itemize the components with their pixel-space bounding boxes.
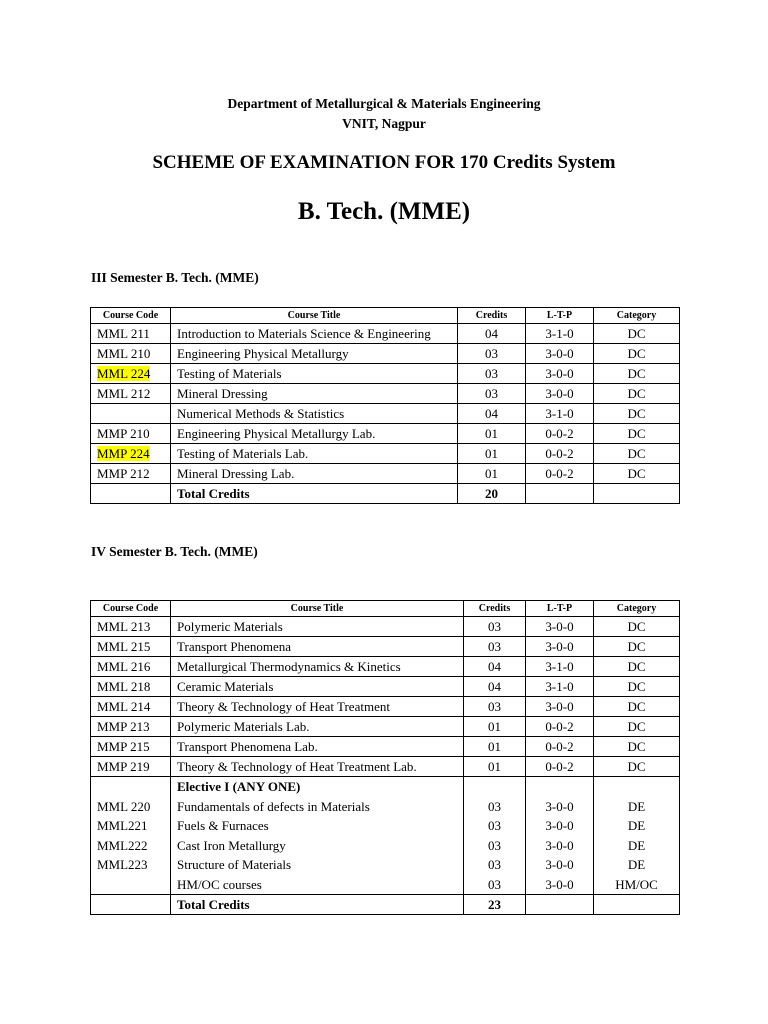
course-credits: 01 <box>464 717 526 737</box>
course-category: DC <box>594 424 680 444</box>
total-empty-cell <box>526 895 594 915</box>
course-ltp: 0-0-2 <box>526 444 594 464</box>
total-row <box>91 895 680 915</box>
course-title: Engineering Physical Metallurgy Lab. <box>171 424 458 444</box>
course-code: MML 210 <box>91 344 171 364</box>
course-credits: 03 <box>458 364 526 384</box>
elective-categories <box>594 777 680 895</box>
table-row <box>91 697 680 717</box>
course-code-highlighted <box>91 364 171 384</box>
elective-ltp: 3-0-0 <box>545 857 574 872</box>
table-row <box>91 757 680 777</box>
elective-ltp: 3-0-0 <box>545 798 574 814</box>
course-credits: 04 <box>464 657 526 677</box>
col-header-title: Course Title <box>171 601 464 617</box>
course-category: DC <box>594 384 680 404</box>
col-header-credits: Credits <box>458 308 526 324</box>
table-row <box>91 424 680 444</box>
course-category: DC <box>594 324 680 344</box>
table-row <box>91 637 680 657</box>
institute-name: VNIT, Nagpur <box>342 116 426 131</box>
course-title: Mineral Dressing Lab. <box>171 464 458 484</box>
course-code: MMP 215 <box>91 737 171 757</box>
col-header-credits: Credits <box>464 601 526 617</box>
total-empty-cell <box>91 895 171 915</box>
elective-ltp: 3-0-0 <box>545 837 574 853</box>
elective-heading: Elective I (ANY ONE) <box>177 779 301 794</box>
course-category: DC <box>594 404 680 424</box>
elective-spacer <box>470 777 519 797</box>
course-credits: 01 <box>458 444 526 464</box>
course-category: DC <box>594 757 680 777</box>
total-empty-cell <box>526 484 594 504</box>
total-credits: 20 <box>458 484 526 504</box>
elective-title: HM/OC courses <box>177 876 262 892</box>
course-category: DC <box>594 697 680 717</box>
course-title: Polymeric Materials <box>171 617 464 637</box>
course-ltp: 0-0-2 <box>526 717 594 737</box>
course-title: Polymeric Materials Lab. <box>171 717 464 737</box>
course-code: MML 213 <box>91 617 171 637</box>
table-row <box>91 657 680 677</box>
table-row <box>91 717 680 737</box>
elective-code: MML222 <box>97 837 148 853</box>
course-code: MML 211 <box>91 324 171 344</box>
course-credits: 04 <box>458 404 526 424</box>
course-credits: 03 <box>464 617 526 637</box>
table-header-row <box>91 308 680 324</box>
course-ltp: 0-0-2 <box>526 737 594 757</box>
course-category: DC <box>594 657 680 677</box>
elective-category: DE <box>627 857 646 872</box>
department-name: Department of Metallurgical & Materials Engineering <box>227 96 541 111</box>
course-category: DC <box>594 637 680 657</box>
table-row <box>91 384 680 404</box>
course-ltp: 3-1-0 <box>526 657 594 677</box>
elective-title: Fuels & Furnaces <box>177 818 269 833</box>
highlight-mark: MMP 224 <box>97 446 150 461</box>
course-category: DC <box>594 464 680 484</box>
course-ltp: 0-0-2 <box>526 424 594 444</box>
col-header-code: Course Code <box>91 601 171 617</box>
elective-category: DE <box>627 837 646 853</box>
course-category: DC <box>594 344 680 364</box>
total-credits: 23 <box>464 895 526 915</box>
course-ltp: 0-0-2 <box>526 464 594 484</box>
total-empty-cell <box>594 895 680 915</box>
elective-category: DE <box>627 798 646 814</box>
elective-credit: 03 <box>488 837 501 853</box>
elective-credit: 03 <box>488 857 501 872</box>
course-credits: 04 <box>458 324 526 344</box>
course-title: Ceramic Materials <box>171 677 464 697</box>
course-ltp: 3-0-0 <box>526 384 594 404</box>
course-code: MMP 210 <box>91 424 171 444</box>
elective-credits <box>464 777 526 895</box>
elective-spacer <box>97 777 164 797</box>
course-category: DC <box>594 444 680 464</box>
course-ltp: 3-0-0 <box>526 697 594 717</box>
course-credits: 03 <box>458 344 526 364</box>
table-row <box>91 364 680 384</box>
course-credits: 03 <box>458 384 526 404</box>
elective-titles <box>171 777 464 895</box>
highlight-mark: MML 224 <box>97 366 151 381</box>
course-ltp: 0-0-2 <box>526 757 594 777</box>
course-title: Theory & Technology of Heat Treatment <box>171 697 464 717</box>
course-category: DC <box>594 364 680 384</box>
course-ltp: 3-0-0 <box>526 344 594 364</box>
course-ltp: 3-0-0 <box>526 617 594 637</box>
course-title: Transport Phenomena Lab. <box>171 737 464 757</box>
scheme-title: SCHEME OF EXAMINATION FOR 170 Credits System <box>152 152 616 173</box>
sem4-table <box>90 600 680 915</box>
course-ltp: 3-1-0 <box>526 677 594 697</box>
elective-code: MML221 <box>97 818 148 833</box>
course-code: MML 215 <box>91 637 171 657</box>
course-ltp: 3-0-0 <box>526 364 594 384</box>
table-row <box>91 324 680 344</box>
table-row <box>91 404 680 424</box>
course-code: MML 214 <box>91 697 171 717</box>
course-title: Mineral Dressing <box>171 384 458 404</box>
course-ltp: 3-1-0 <box>526 404 594 424</box>
course-credits: 04 <box>464 677 526 697</box>
col-header-code: Course Code <box>91 308 171 324</box>
course-ltp: 3-0-0 <box>526 637 594 657</box>
table-row <box>91 617 680 637</box>
elective-ltp: 3-0-0 <box>545 876 574 892</box>
table-header-row <box>91 601 680 617</box>
elective-row <box>91 777 680 895</box>
course-credits: 01 <box>464 737 526 757</box>
course-code <box>91 404 171 424</box>
table-row <box>91 464 680 484</box>
course-title: Numerical Methods & Statistics <box>171 404 458 424</box>
course-title: Theory & Technology of Heat Treatment Lab. <box>171 757 464 777</box>
sem3-heading: III Semester B. Tech. (MME) <box>91 270 259 285</box>
total-row <box>91 484 680 504</box>
degree-title: B. Tech. (MME) <box>297 198 471 225</box>
elective-spacer <box>532 777 587 797</box>
sem4-heading: IV Semester B. Tech. (MME) <box>91 544 258 559</box>
total-label: Total Credits <box>171 484 458 504</box>
course-category: DC <box>594 717 680 737</box>
elective-code: MML 220 <box>97 798 151 814</box>
course-category: DC <box>594 737 680 757</box>
elective-category: HM/OC <box>615 876 658 892</box>
course-title: Metallurgical Thermodynamics & Kinetics <box>171 657 464 677</box>
elective-spacer <box>600 777 673 797</box>
course-code: MMP 219 <box>91 757 171 777</box>
elective-credit: 03 <box>488 818 501 833</box>
total-empty-cell <box>91 484 171 504</box>
course-credits: 03 <box>464 697 526 717</box>
course-credits: 03 <box>464 637 526 657</box>
elective-codes <box>91 777 171 895</box>
elective-ltps <box>526 777 594 895</box>
course-credits: 01 <box>458 464 526 484</box>
elective-credit: 03 <box>488 876 501 892</box>
course-ltp: 3-1-0 <box>526 324 594 344</box>
col-header-ltp: L-T-P <box>526 308 594 324</box>
table-row <box>91 737 680 757</box>
elective-title: Cast Iron Metallurgy <box>177 837 286 853</box>
course-code: MMP 212 <box>91 464 171 484</box>
elective-category: DE <box>627 818 646 833</box>
course-title: Engineering Physical Metallurgy <box>171 344 458 364</box>
course-category: DC <box>594 677 680 697</box>
department-header <box>0 94 768 134</box>
course-code: MML 212 <box>91 384 171 404</box>
course-code: MMP 213 <box>91 717 171 737</box>
elective-code: MML223 <box>97 857 148 872</box>
course-title: Testing of Materials Lab. <box>171 444 458 464</box>
col-header-category: Category <box>594 601 680 617</box>
table-row <box>91 677 680 697</box>
col-header-ltp: L-T-P <box>526 601 594 617</box>
course-title: Transport Phenomena <box>171 637 464 657</box>
course-credits: 01 <box>458 424 526 444</box>
course-code: MML 218 <box>91 677 171 697</box>
sem3-table <box>90 307 680 504</box>
elective-ltp: 3-0-0 <box>545 818 574 833</box>
course-code-highlighted <box>91 444 171 464</box>
elective-title: Fundamentals of defects in Materials <box>177 798 370 814</box>
course-credits: 01 <box>464 757 526 777</box>
total-label: Total Credits <box>171 895 464 915</box>
course-title: Introduction to Materials Science & Engineering <box>171 324 458 344</box>
course-category: DC <box>594 617 680 637</box>
elective-credit: 03 <box>488 798 501 814</box>
course-code: MML 216 <box>91 657 171 677</box>
table-row <box>91 344 680 364</box>
elective-title: Structure of Materials <box>177 857 292 872</box>
col-header-title: Course Title <box>171 308 458 324</box>
total-empty-cell <box>594 484 680 504</box>
table-row <box>91 444 680 464</box>
col-header-category: Category <box>594 308 680 324</box>
course-title: Testing of Materials <box>171 364 458 384</box>
